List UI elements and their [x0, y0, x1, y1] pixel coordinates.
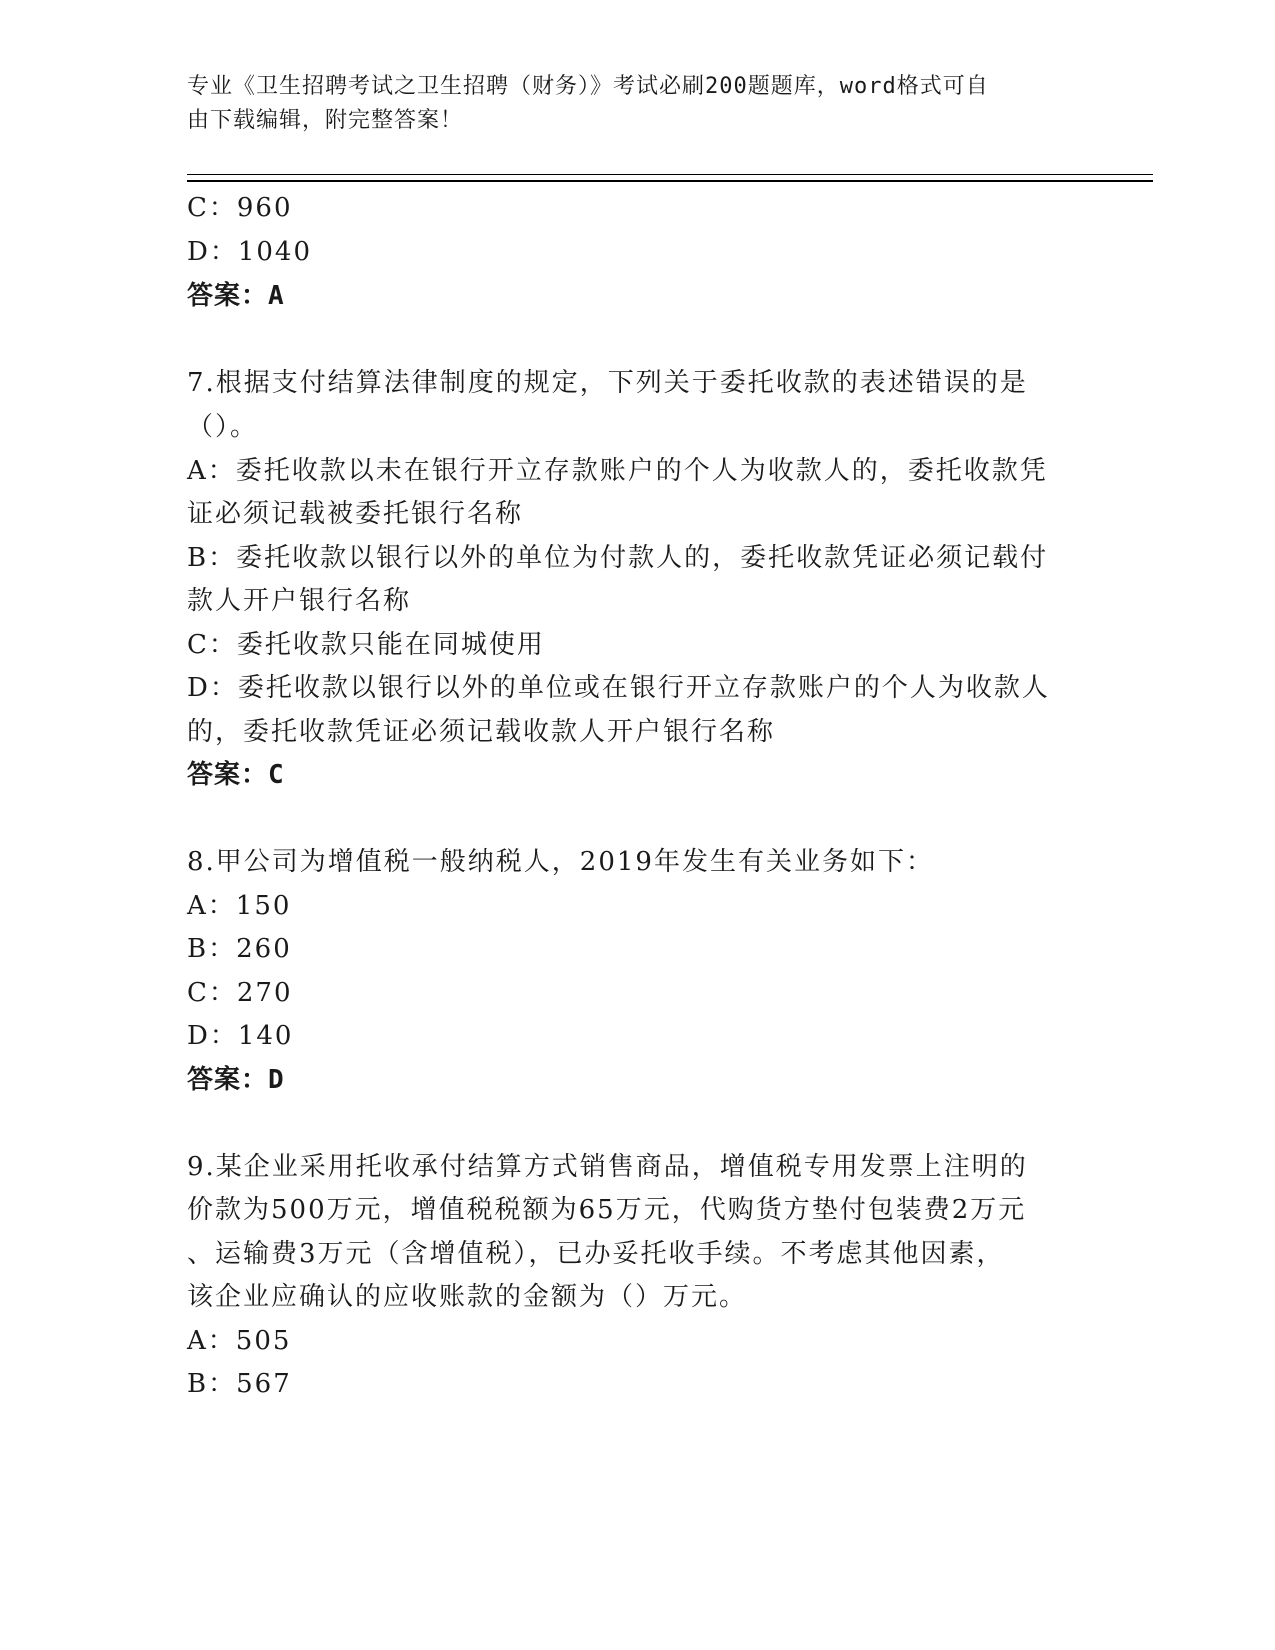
q9-stem-line-4: 该企业应确认的应收账款的金额为（）万元。	[187, 1282, 748, 1312]
q7-option-b-line-1: B：委托收款以银行以外的单位为付款人的，委托收款凭证必须记载付	[187, 543, 1049, 573]
q9-stem-line-3: 、运输费3万元（含增值税），已办妥托收手续。不考虑其他因素，	[187, 1239, 1005, 1269]
q7-answer: 答案：C	[187, 760, 285, 790]
q9-stem-line-2: 价款为500万元，增值税税额为65万元，代购货方垫付包装费2万元	[187, 1195, 1027, 1225]
header-divider-thick	[187, 180, 1153, 182]
q7-stem-line-1: 7.根据支付结算法律制度的规定，下列关于委托收款的表述错误的是	[187, 368, 1028, 398]
q6-option-d: D：1040	[187, 237, 313, 267]
header-line-2: 由下载编辑，附完整答案！	[187, 108, 464, 133]
q7-option-a-line-1: A：委托收款以未在银行开立存款账户的个人为收款人的，委托收款凭	[187, 456, 1048, 486]
q8-option-b: B：260	[187, 934, 292, 964]
document-header	[187, 70, 1067, 138]
header-line-1: 专业《卫生招聘考试之卫生招聘（财务）》考试必刷200题题库，word格式可自	[187, 74, 989, 99]
q7-option-d-line-2: 的，委托收款凭证必须记载收款人开户银行名称	[187, 717, 776, 747]
q8-stem: 8.甲公司为增值税一般纳税人，2019年发生有关业务如下：	[187, 847, 934, 877]
q8-option-d: D：140	[187, 1021, 294, 1051]
q7-option-b-line-2: 款人开户银行名称	[187, 586, 412, 616]
q7-option-c: C：委托收款只能在同城使用	[187, 630, 545, 660]
q8-answer: 答案：D	[187, 1065, 285, 1095]
q6-option-c: C：960	[187, 193, 293, 223]
q7-stem-line-2: （）。	[187, 412, 259, 442]
q9-option-a: A：505	[187, 1326, 292, 1356]
q9-stem-line-1: 9.某企业采用托收承付结算方式销售商品，增值税专用发票上注明的	[187, 1152, 1028, 1182]
header-divider-thin	[187, 174, 1153, 175]
q7-option-a-line-2: 证必须记载被委托银行名称	[187, 499, 524, 529]
q9-option-b: B：567	[187, 1369, 292, 1399]
q6-answer: 答案：A	[187, 281, 285, 311]
q8-option-a: A：150	[187, 891, 292, 921]
q7-option-d-line-1: D：委托收款以银行以外的单位或在银行开立存款账户的个人为收款人	[187, 673, 1050, 703]
q8-option-c: C：270	[187, 978, 293, 1008]
